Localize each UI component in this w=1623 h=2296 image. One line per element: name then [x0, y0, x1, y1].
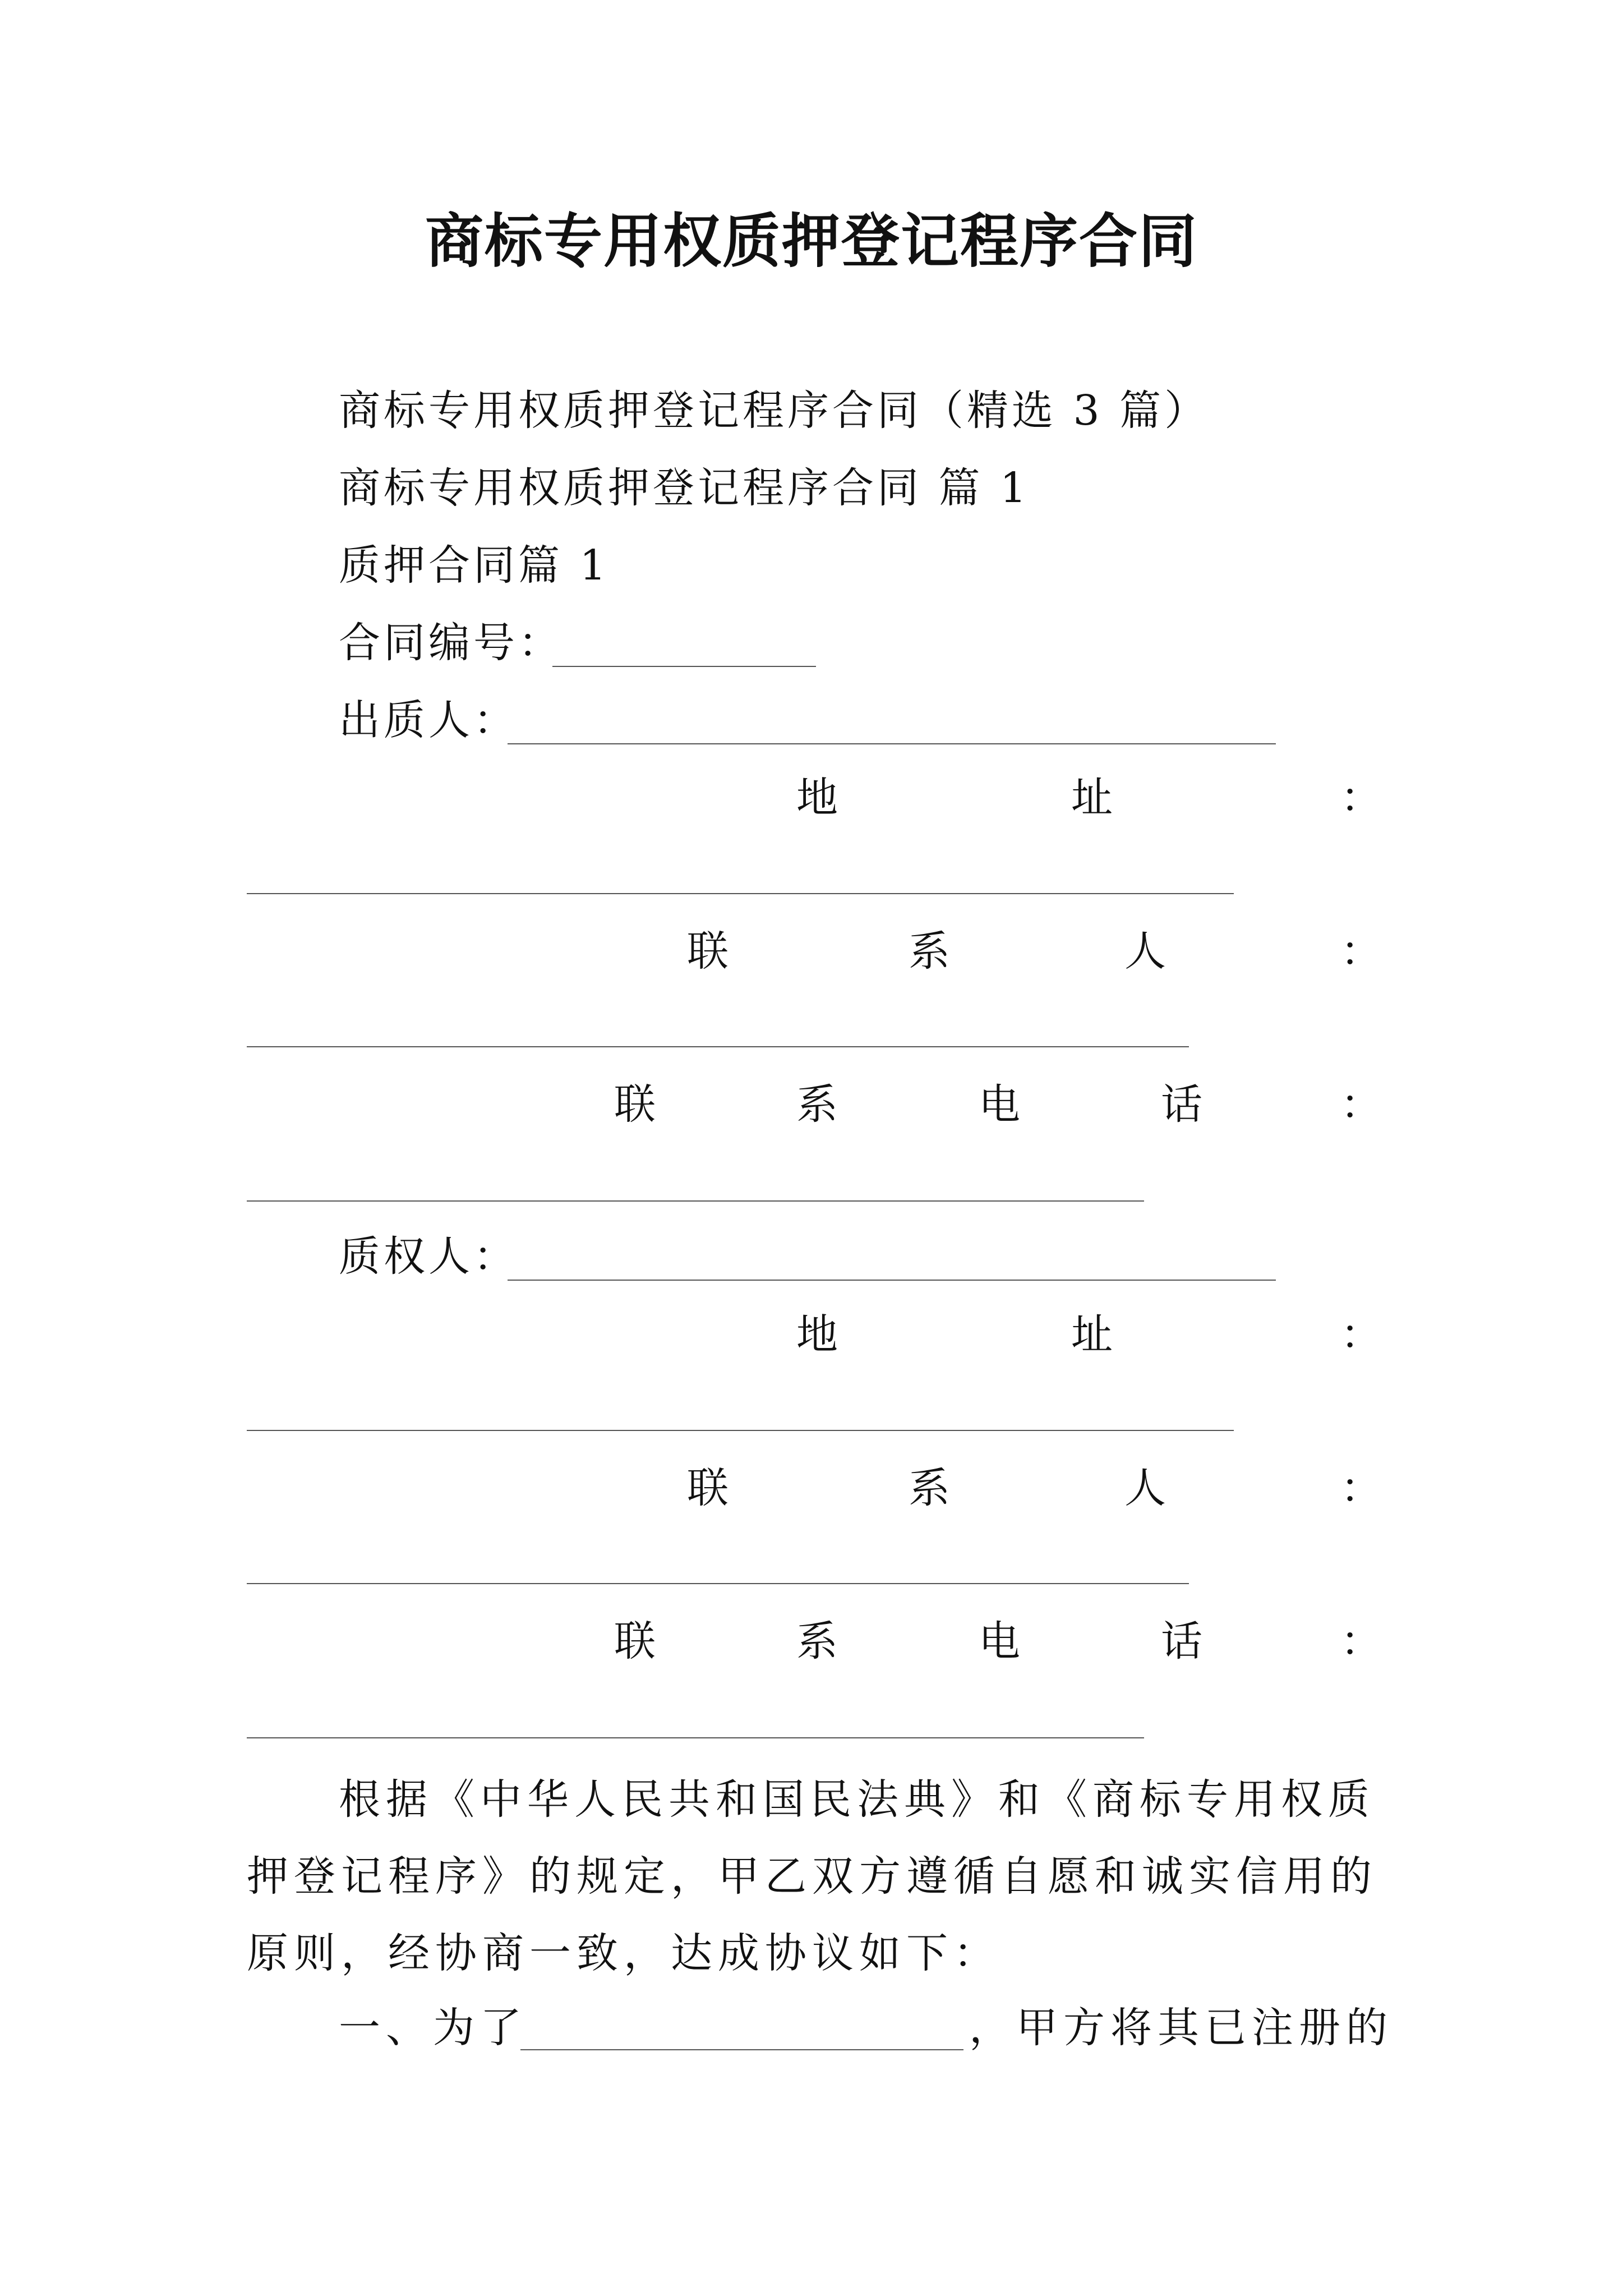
pledgee-address-char-2: 址	[1071, 1310, 1113, 1359]
pledgor-phone-char-2: 系	[796, 1080, 838, 1129]
pledgee-phone-char-1: 联	[614, 1617, 656, 1665]
pledgee-phone-char-3: 电	[979, 1617, 1020, 1665]
article-heading: 商标专用权质押登记程序合同 篇 1	[339, 464, 1030, 512]
contract-number-label: 合同编号：	[339, 619, 563, 667]
pledgor-address-blank[interactable]	[247, 893, 1234, 894]
pledgor-contact-char-2: 系	[909, 927, 950, 976]
pledgee-blank[interactable]	[508, 1280, 1276, 1281]
pledgor-contact-colon: ：	[1340, 927, 1382, 976]
body-paragraph: 根据《中华人民共和国民法典》和《商标专用权质押登记程序》的规定，甲乙双方遵循自愿和诚实信用的原则，经协商一致，达成协议如下：	[247, 1775, 1377, 1977]
pledgee-address-colon: ：	[1340, 1310, 1382, 1359]
pledgee-contact-char-3: 人	[1124, 1464, 1166, 1512]
pledgor-phone-char-1: 联	[614, 1080, 656, 1129]
pledgee-contact-char-2: 系	[909, 1464, 950, 1512]
pledgor-address-char-2: 址	[1071, 774, 1113, 822]
contract-heading: 质押合同篇 1	[339, 541, 610, 590]
clause-1-suffix: ，甲方将其已注册的	[969, 2004, 1393, 2052]
pledgor-phone-char-4: 话	[1161, 1080, 1202, 1129]
clause-1-blank[interactable]	[520, 2049, 963, 2050]
pledgee-address-char-1: 地	[796, 1310, 838, 1359]
pledgee-address-blank[interactable]	[247, 1430, 1234, 1431]
pledgor-contact-char-3: 人	[1124, 927, 1166, 976]
pledgor-address-colon: ：	[1340, 774, 1382, 822]
pledgor-blank[interactable]	[508, 743, 1276, 744]
pledgee-phone-colon: ：	[1340, 1617, 1382, 1665]
pledgor-address-char-1: 地	[796, 774, 838, 822]
pledgee-contact-blank[interactable]	[247, 1583, 1189, 1584]
pledgor-contact-char-1: 联	[687, 927, 728, 976]
pledgor-contact-blank[interactable]	[247, 1046, 1189, 1047]
pledgor-phone-char-3: 电	[979, 1080, 1020, 1129]
pledgee-contact-char-1: 联	[687, 1464, 728, 1512]
pledgee-phone-blank[interactable]	[247, 1737, 1144, 1738]
pledgee-phone-char-4: 话	[1161, 1617, 1202, 1665]
pledgee-contact-colon: ：	[1340, 1464, 1382, 1512]
pledgor-label: 出质人：	[339, 696, 518, 744]
pledgor-phone-colon: ：	[1340, 1080, 1382, 1129]
collection-subtitle: 商标专用权质押登记程序合同（精选 3 篇）	[339, 386, 1210, 435]
pledgee-phone-char-2: 系	[796, 1617, 838, 1665]
document-title: 商标专用权质押登记程序合同	[425, 206, 1198, 275]
contract-number-blank[interactable]	[552, 666, 816, 667]
pledgee-label: 质权人：	[339, 1232, 518, 1281]
clause-1-prefix: 一、为了	[339, 2004, 527, 2052]
pledgor-phone-blank[interactable]	[247, 1200, 1144, 1202]
